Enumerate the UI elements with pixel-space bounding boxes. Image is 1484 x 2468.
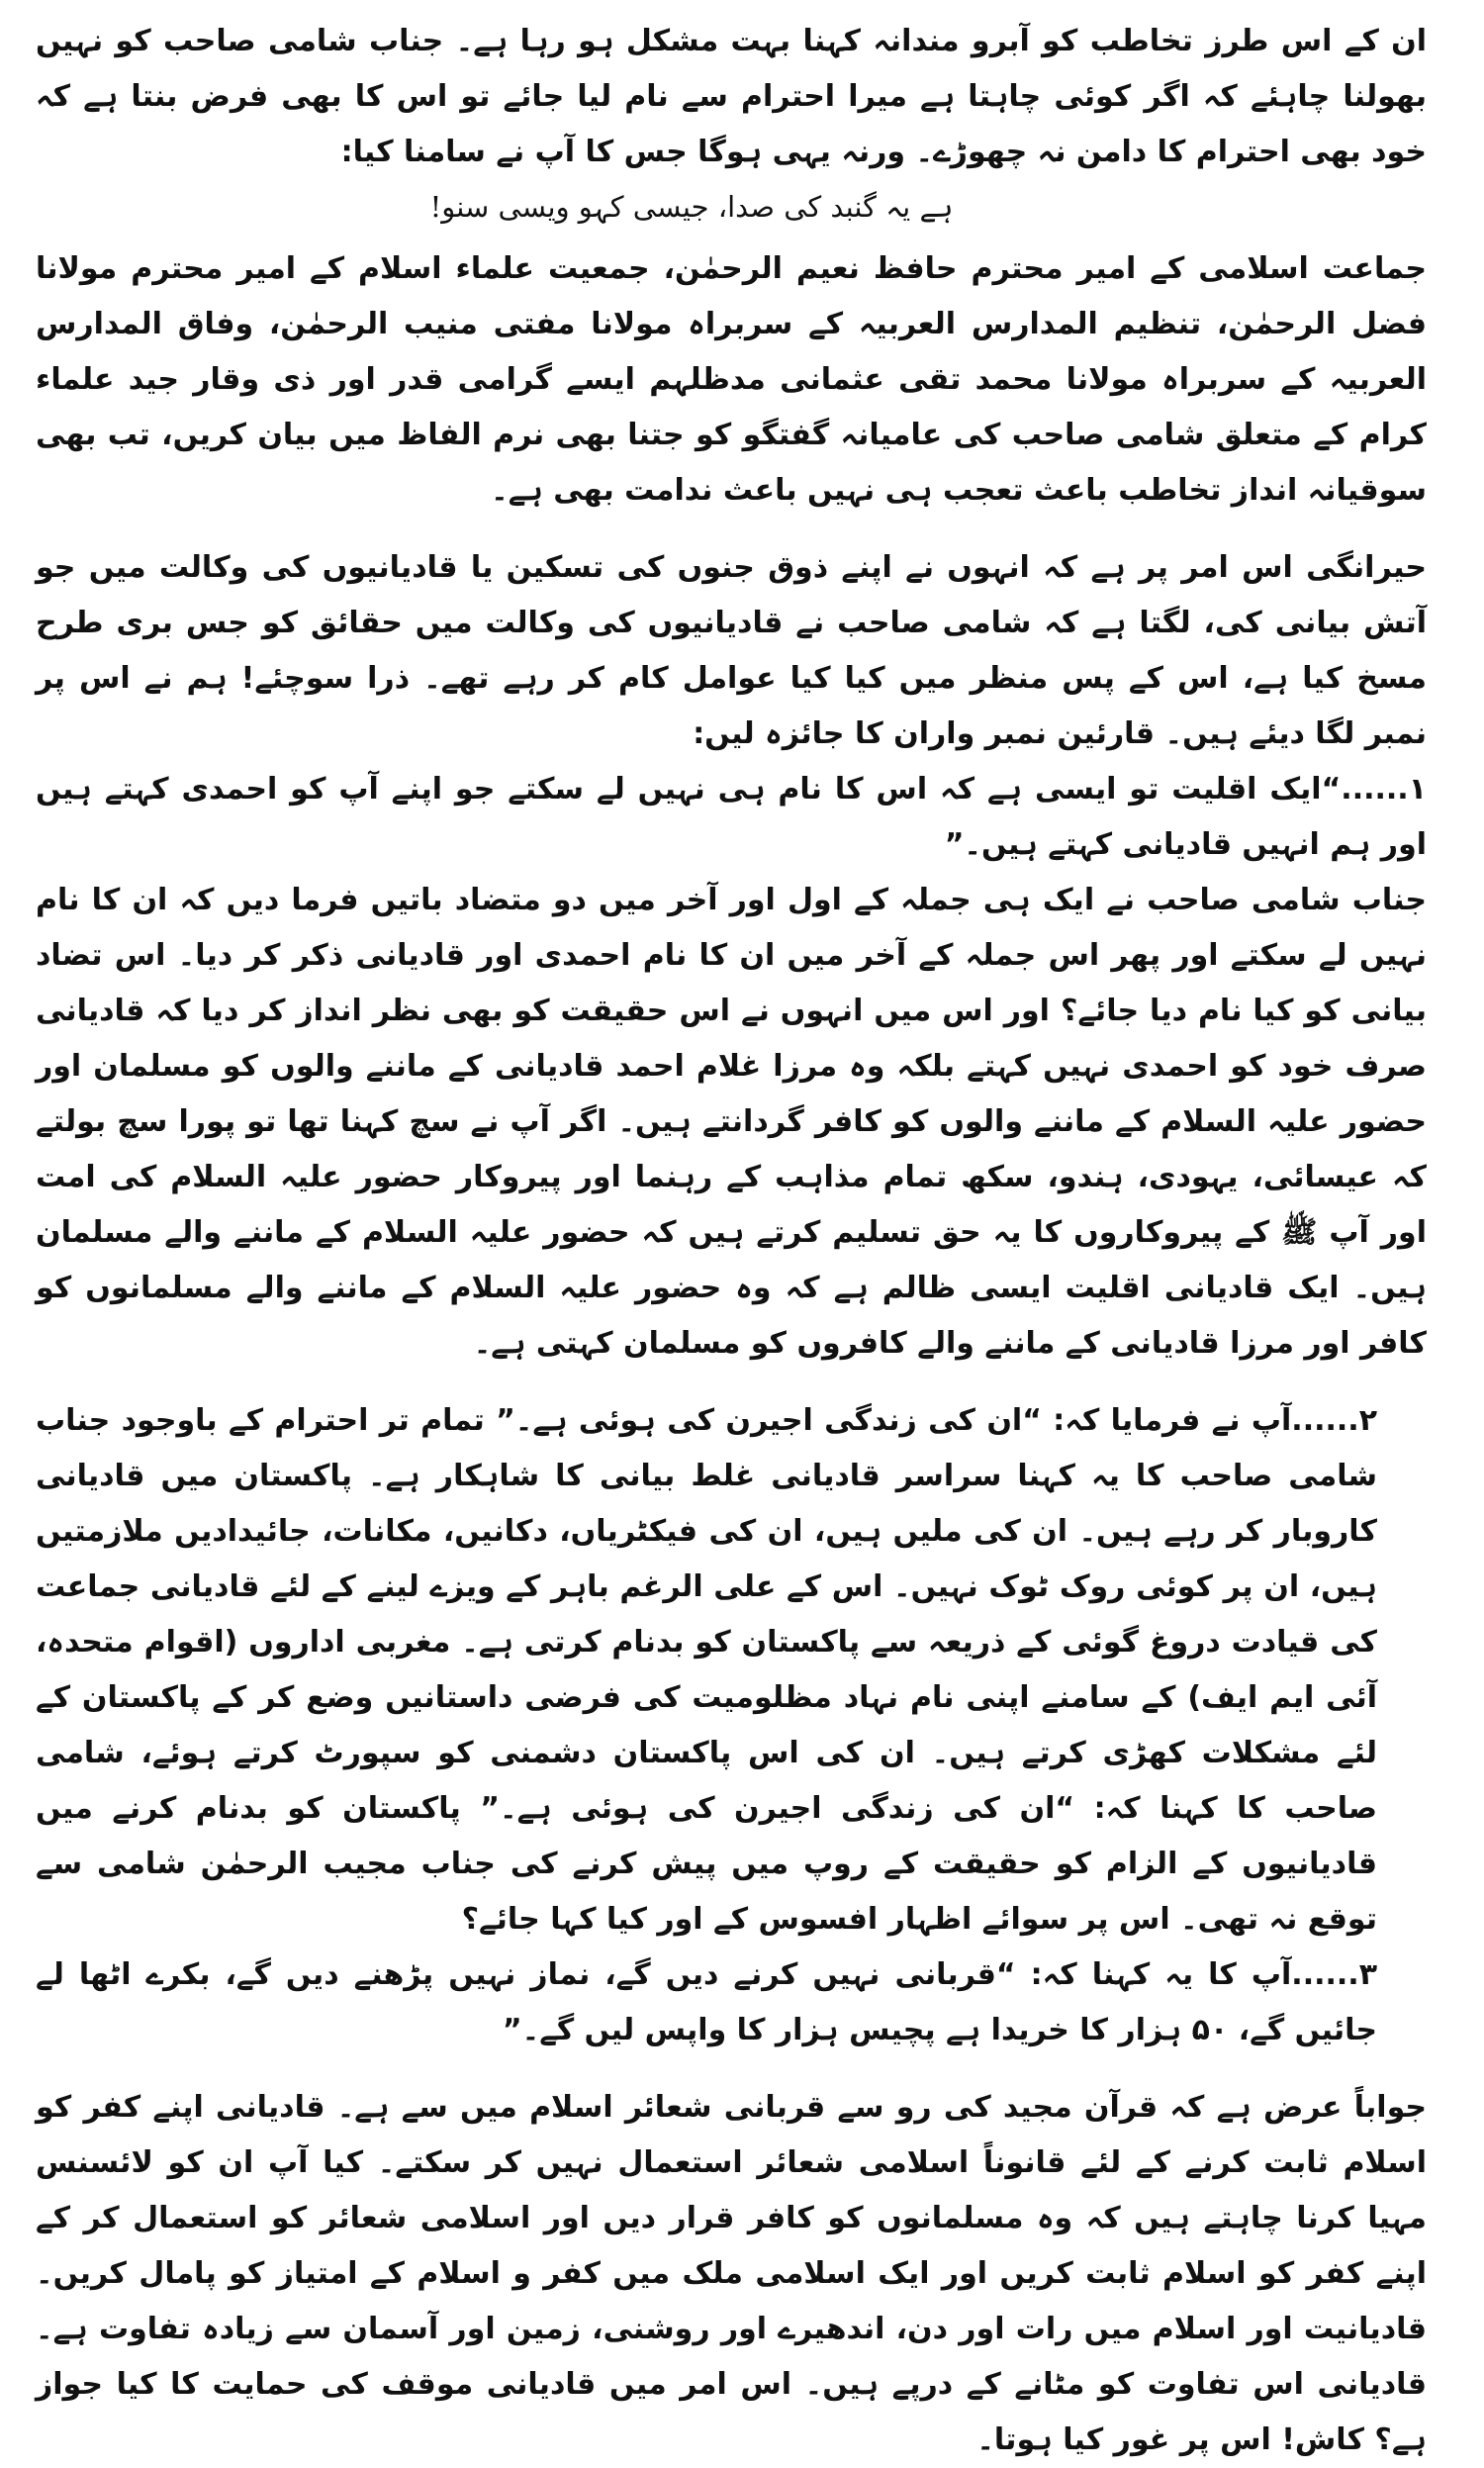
quote-point-1: ۱......“ایک اقلیت تو ایسی ہے کہ اس کا نام ہی نہیں لے سکتے جو اپنے آپ کو احمدی کہتے ہیں اور ہم انہیں قادیانی کہتے ہیں۔” [36, 772, 1427, 862]
spacer [36, 234, 1427, 241]
spacer [36, 1372, 1427, 1393]
verse-line: ہے یہ گنبد کی صدا، جیسی کہو ویسی سنو! [429, 190, 954, 224]
spacer [36, 2058, 1427, 2080]
paragraph-advocacy: حیرانگی اس امر پر ہے کہ انہوں نے اپنے ذوق جنوں کی تسکین یا قادیانیوں کی وکالت میں جو آتش بیانی کی، لگتا ہے کہ شامی صاحب نے قادیانیوں کی وکالت میں حقائق کو جس بری طرح مسخ کیا ہے، اس کے پس منظر میں کیا کیا عوامل کام کر رہے تھے۔ ذرا سوچئے! ہم نے اس پر نمبر لگا دیئے ہیں۔ قارئین نمبر واران کا جائزہ لیں: [36, 550, 1427, 751]
spacer [36, 519, 1427, 540]
paragraph-scholars: جماعت اسلامی کے امیر محترم حافظ نعیم الرحمٰن، جمعیت علماء اسلام کے امیر محترم مولانا فضل الرحمٰن، تنظیم المدارس العربیہ کے سربراہ مولانا مفتی منیب الرحمٰن، وفاق المدارس العربیہ کے سربراہ مولانا محمد تقی عثمانی مدظلہم ایسے گرامی قدر اور ذی وقار جید علماء کرام کے متعلق شامی صاحب کی عامیانہ گفتگو کو جتنا بھی نرم الفاظ میں بیان کریں، تب بھی سوقیانہ انداز تخاطب باعث تعجب ہی نہیں باعث ندامت بھی ہے۔ [36, 251, 1427, 508]
paragraph-intro: ان کے اس طرز تخاطب کو آبرو مندانہ کہنا بہت مشکل ہو رہا ہے۔ جناب شامی صاحب کو نہیں بھولنا چاہئے کہ اگر کوئی چاہتا ہے میرا احترام سے نام لیا جائے تو اس کا بھی فرض بنتا ہے کہ خود بھی احترام کا دامن نہ چھوڑے۔ ورنہ یہی ہوگا جس کا آپ نے سامنا کیا: [36, 24, 1427, 169]
paragraph-conclusion: جواباً عرض ہے کہ قرآن مجید کی رو سے قربانی شعائر اسلام میں سے ہے۔ قادیانی اپنے کفر کو اسلام ثابت کرنے کے لئے قانوناً اسلامی شعائر استعمال نہیں کر سکتے۔ کیا آپ ان کو لائسنس مہیا کرنا چاہتے ہیں کہ وہ مسلمانوں کو کافر قرار دیں اور اسلامی شعائر کو استعمال کر کے اپنے کفر کو اسلام ثابت کریں اور ایک اسلامی ملک میں کفر و اسلام کے امتیاز کو پامال کریں۔ قادیانیت اور اسلام میں رات اور دن، اندھیرے اور روشنی، زمین اور آسمان سے زیادہ تفاوت ہے۔ قادیانی اس تفاوت کو مٹانے کے درپے ہیں۔ اس امر میں قادیانی موقف کی حمایت کا کیا جواز ہے؟ کاش! اس پر غور کیا ہوتا۔ [36, 2090, 1427, 2457]
paragraph-point-2: ۲......آپ نے فرمایا کہ: “ان کی زندگی اجیرن کی ہوئی ہے۔” تمام تر احترام کے باوجود جناب شامی صاحب کا یہ کہنا سراسر قادیانی غلط بیانی کا شاہکار ہے۔ پاکستان میں قادیانی کاروبار کر رہے ہیں۔ ان کی ملیں ہیں، ان کی فیکٹریاں، دکانیں، مکانات، جائیدادیں ملازمتیں ہیں، ان پر کوئی روک ٹوک نہیں۔ اس کے علی الرغم باہر کے ویزے لینے کے لئے قادیانی جماعت کی قیادت دروغ گوئی کے ذریعہ سے پاکستان کو بدنام کرتی ہے۔ مغربی اداروں (اقوام متحدہ، آئی ایم ایف) کے سامنے اپنی نام نہاد مظلومیت کی فرضی داستانیں وضع کر کے پاکستان کے لئے مشکلات کھڑی کرتے ہیں۔ ان کی اس پاکستان دشمنی کو سپورٹ کرتے ہوئے، شامی صاحب کا کہنا کہ: “ان کی زندگی اجیرن کی ہوئی ہے۔” پاکستان کو بدنام کرنے میں قادیانیوں کے الزام کو حقیقت کے روپ میں پیش کرنے کی جناب مجیب الرحمٰن شامی سے توقع نہ تھی۔ اس پر سوائے اظہار افسوس کے اور کیا کہا جائے؟ [36, 1403, 1377, 1937]
paragraph-point-1-response: جناب شامی صاحب نے ایک ہی جملہ کے اول اور آخر میں دو متضاد باتیں فرما دیں کہ ان کا نام نہیں لے سکتے اور پھر اس جملہ کے آخر میں ان کا نام احمدی اور قادیانی ذکر کر دیا۔ اس تضاد بیانی کو کیا نام دیا جائے؟ اور اس میں انہوں نے اس حقیقت کو بھی نظر انداز کر دیا کہ قادیانی صرف خود کو احمدی نہیں کہتے بلکہ وہ مرزا غلام احمد قادیانی کے ماننے والوں کو مسلمان اور حضور علیہ السلام کے ماننے والوں کو کافر گردانتے ہیں۔ اگر آپ نے سچ کہنا تھا تو پورا سچ بولتے کہ عیسائی، یہودی، ہندو، سکھ تمام مذاہب کے رہنما اور پیروکار حضور علیہ السلام کی امت اور آپ ﷺ کے پیروکاروں کا یہ حق تسلیم کرتے ہیں کہ حضور علیہ السلام کے ماننے والے مسلمان ہیں۔ ایک قادیانی اقلیت ایسی ظالم ہے کہ وہ حضور علیہ السلام کے ماننے والے مسلمانوں کو کافر اور مرزا قادیانی کے ماننے والے کافروں کو مسلمان کہتی ہے۔ [36, 883, 1427, 1361]
paragraph-point-3: ۳......آپ کا یہ کہنا کہ: “قربانی نہیں کرنے دیں گے، نماز نہیں پڑھنے دیں گے، بکرے اٹھا لے جائیں گے، ۵۰ ہزار کا خریدا ہے پچیس ہزار کا واپس لیں گے۔” [36, 1957, 1377, 2047]
